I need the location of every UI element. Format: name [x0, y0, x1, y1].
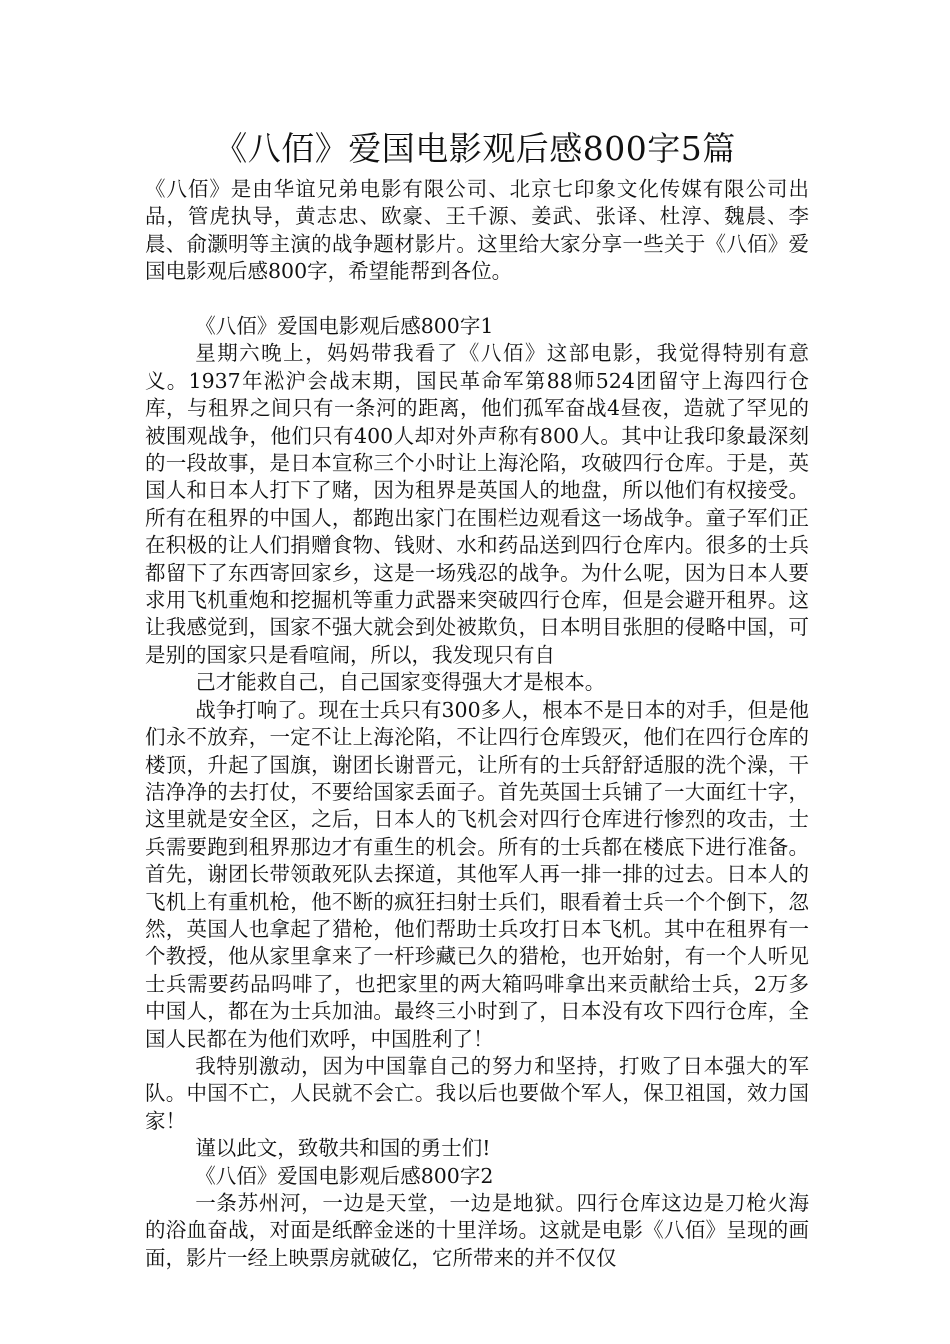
document-body	[145, 176, 809, 1272]
paragraph: 战争打响了。现在士兵只有300多人，根本不是日本的对手，但是他们永不放弃，一定不让上海沦陷，不让四行仓库毁灭，他们在四行仓库的楼顶，升起了国旗，谢团长谢晋元，让所有的士兵舒舒适服的洗个澡，干洁净净的去打仗，不要给国家丢面子。首先英国士兵铺了一大面红十字，这里就是安全区，之后，日本人的飞机会对四行仓库进行惨烈的攻击，士兵需要跑到租界那边才有重生的机会。所有的士兵都在楼底下进行准备。首先，谢团长带领敢死队去探道，其他军人再一排一排的过去。日本人的飞机上有重机枪，他不断的疯狂扫射士兵们，眼看着士兵一个个倒下，忽然，英国人也拿起了猎枪，他们帮助士兵攻打日本飞机。其中在租界有一个教授，他从家里拿来了一杆珍藏已久的猎枪，也开始射，有一个人听见士兵需要药品吗啡了，也把家里的两大箱吗啡拿出来贡献给士兵，2万多中国人，都在为士兵加油。最终三小时到了，日本没有攻下四行仓库，全国人民都在为他们欢呼，中国胜利了！	[145, 697, 809, 1051]
section-heading-2: 《八佰》爱国电影观后感800字2	[195, 1163, 494, 1188]
paragraph: 己才能救自己，自己国家变得强大才是根本。	[195, 670, 606, 695]
paragraph: 一条苏州河，一边是天堂，一边是地狱。四行仓库这边是刀枪火海的浴血奋战，对面是纸醉金迷的十里洋场。这就是电影《八佰》呈现的画面，影片一经上映票房就破亿，它所带来的并不仅仅	[145, 1191, 809, 1270]
document-title: 《八佰》爱国电影观后感800字5篇	[214, 129, 736, 168]
paragraph: 我特别激动，因为中国靠自己的努力和坚持，打败了日本强大的军队。中国不亡，人民就不会亡。我以后也要做个军人，保卫祖国，效力国家！	[145, 1053, 809, 1133]
section-heading-1: 《八佰》爱国电影观后感800字1	[195, 314, 494, 339]
blank-line	[145, 286, 809, 313]
paragraph: 谨以此文，致敬共和国的勇士们!	[195, 1136, 491, 1161]
paragraph: 星期六晚上，妈妈带我看了《八佰》这部电影，我觉得特别有意义。1937年淞沪会战末期，国民革命军第88师524团留守上海四行仓库，与租界之间只有一条河的距离，他们孤军奋战4昼夜，造就了罕见的被围观战争，他们只有400人却对外声称有800人。其中让我印象最深刻的一段故事，是日本宣称三个小时让上海沦陷，攻破四行仓库。于是，英国人和日本人打下了赌，因为租界是英国人的地盘，所以他们有权接受。所有在租界的中国人，都跑出家门在围栏边观看这一场战争。童子军们正在积极的让人们捐赠食物、钱财、水和药品送到四行仓库内。很多的士兵都留下了东西寄回家乡，这是一场残忍的战争。为什么呢，因为日本人要求用飞机重炮和挖掘机等重力武器来突破四行仓库，但是会避开租界。这让我感觉到，国家不强大就会到处被欺负，日本明目张胆的侵略中国，可是别的国家只是看喧闹，所以，我发现只有自	[145, 341, 809, 667]
intro-paragraph: 《八佰》是由华谊兄弟电影有限公司、北京七印象文化传媒有限公司出品，管虎执导，黄志忠、欧豪、王千源、姜武、张译、杜淳、魏晨、李晨、俞灏明等主演的战争题材影片。这里给大家分享一些关于《八佰》爱国电影观后感800字，希望能帮到各位。	[145, 177, 809, 284]
